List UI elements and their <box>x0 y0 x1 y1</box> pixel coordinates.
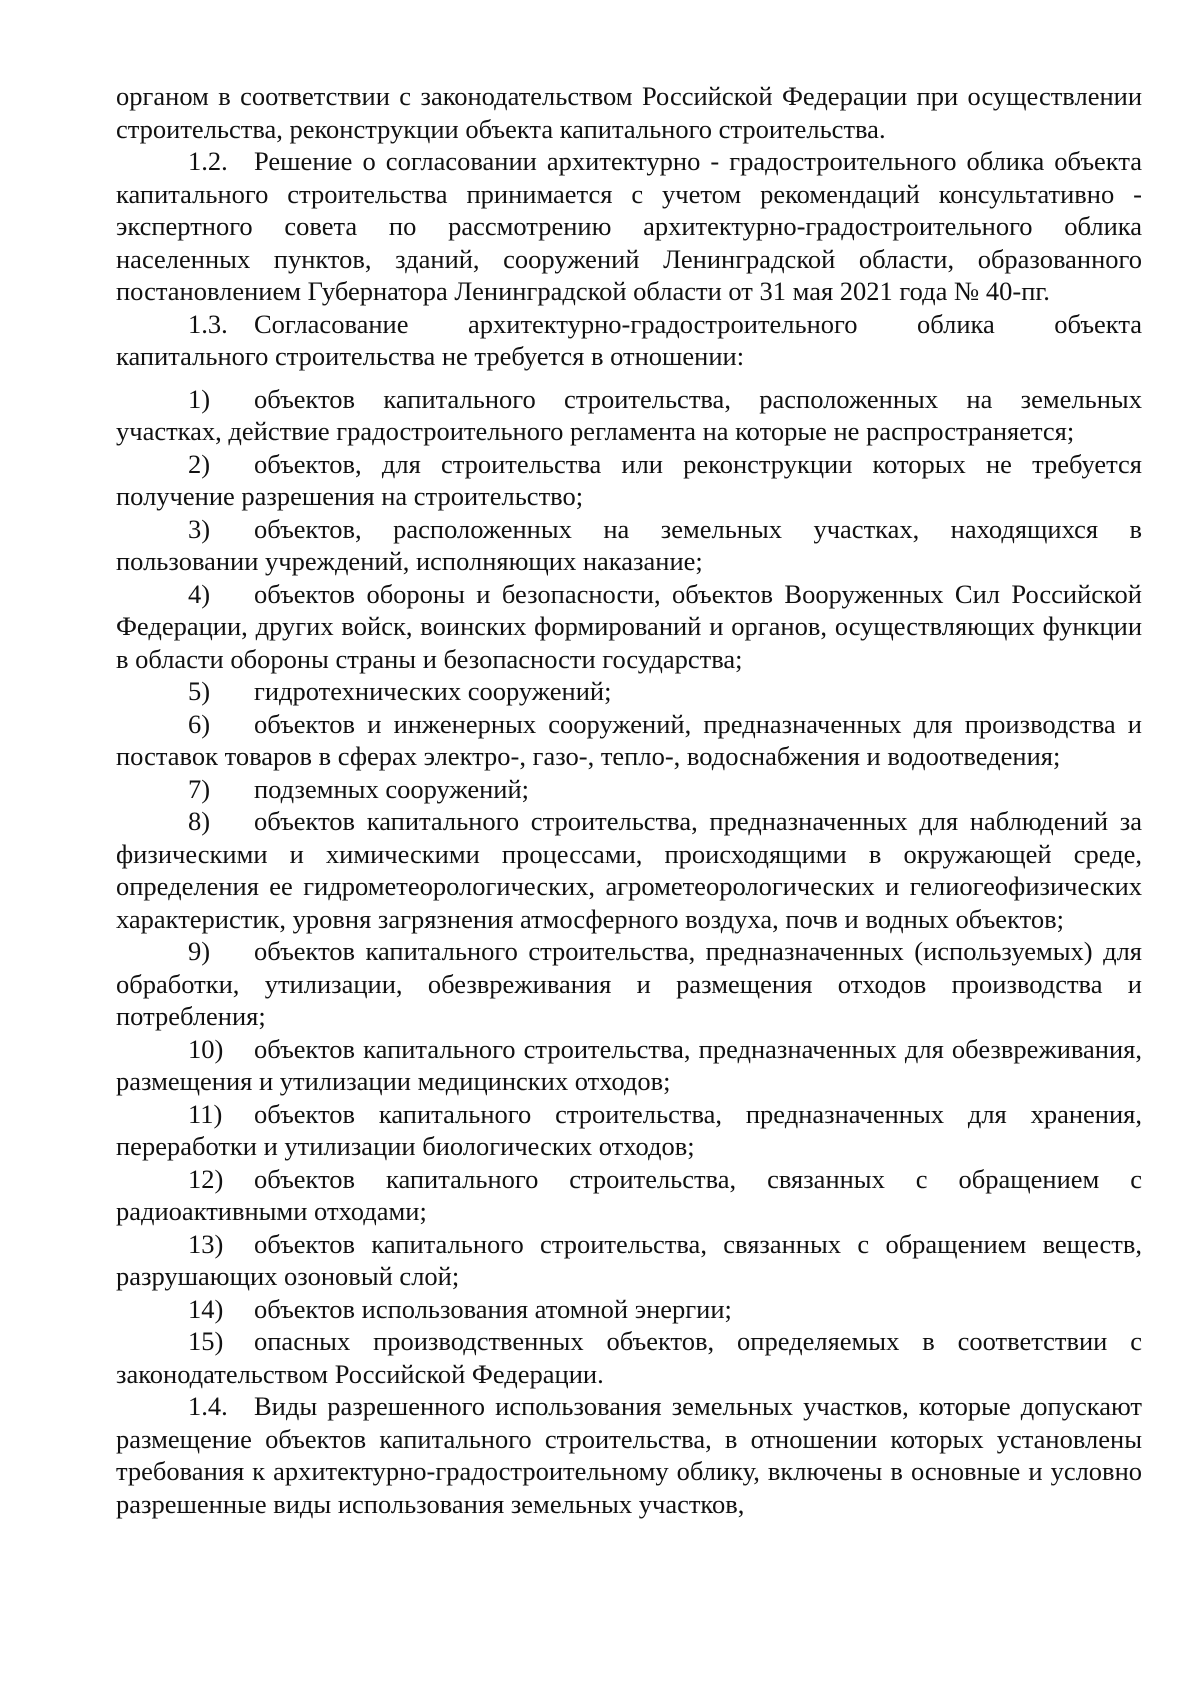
intro-paragraph: органом в соответствии с законодательством Российской Федерации при осуществлении строительства, реконструкции объекта капитального строительства. <box>116 81 1142 144</box>
list-item-5 <box>116 675 1142 708</box>
section-number: 1.4. <box>188 1391 228 1421</box>
list-item-text: объектов капитального строительства, связанных с обращением веществ, разрушающих озоновый слой; <box>116 1228 1142 1291</box>
list-item-number: 14) <box>188 1293 224 1324</box>
list-item-text: объектов капитального строительства, расположенных на земельных участках, действие градостроительного регламента на которые не распространяется; <box>116 383 1142 446</box>
list-item-text: объектов обороны и безопасности, объектов Вооруженных Сил Российской Федерации, других войск, воинских формирований и органов, осуществляющих функции в области обороны страны и безопасности государства; <box>116 578 1142 674</box>
list-item-number: 7) <box>188 773 211 804</box>
list-item-1 <box>116 383 1142 448</box>
list-item-text: гидротехнических сооружений; <box>254 676 612 706</box>
list-item-number: 15) <box>188 1326 224 1356</box>
list-item-number: 2) <box>188 448 211 479</box>
list-item-6 <box>116 708 1142 773</box>
list-item-text: объектов использования атомной энергии; <box>254 1293 732 1324</box>
list-item-3 <box>116 513 1142 578</box>
list-item-text: объектов и инженерных сооружений, предназначенных для производства и поставок товаров в сферах электро-, газо-, тепло-, водоснабжения и водоотведения; <box>116 708 1142 771</box>
list-item-number: 4) <box>188 578 211 609</box>
section-number: 1.3. <box>188 308 228 339</box>
list-item-text: объектов капитального строительства, предназначенных (используемых) для обработки, утилизации, обезвреживания и размещения отходов производства и потребления; <box>116 936 1142 1031</box>
section-1-4 <box>116 1390 1142 1520</box>
list-item-15 <box>116 1325 1142 1390</box>
list-item-number: 11) <box>188 1098 223 1129</box>
list-item-text: объектов капитального строительства, связанных с обращением с радиоактивными отходами; <box>116 1163 1142 1226</box>
list-item-11 <box>116 1098 1142 1163</box>
list-item-2 <box>116 448 1142 513</box>
list-item-text: объектов, для строительства или реконструкции которых не требуется получение разрешения на строительство; <box>116 448 1142 511</box>
list-item-number: 6) <box>188 708 211 739</box>
document-body <box>116 80 1142 1520</box>
list-item-text: объектов, расположенных на земельных участках, находящихся в пользовании учреждений, исполняющих наказание; <box>116 513 1142 576</box>
list-item-number: 12) <box>188 1163 224 1194</box>
section-1-3 <box>116 308 1142 373</box>
section-text: Виды разрешенного использования земельных участков, которые допускают размещение объектов капитального строительства, в отношении которых установлены требования к архитектурно-градостроительному облику, включены в основные и условно разрешенные виды использования земельных участков, <box>116 1391 1142 1519</box>
list-item-text: объектов капитального строительства, предназначенных для хранения, переработки и утилизации биологических отходов; <box>116 1098 1142 1161</box>
list-item-text: подземных сооружений; <box>254 773 530 804</box>
list-item-14 <box>116 1293 1142 1326</box>
section-number: 1.2. <box>188 146 228 176</box>
list-item-7 <box>116 773 1142 806</box>
list-item-4 <box>116 578 1142 676</box>
list-item-text: объектов капитального строительства, предназначенных для наблюдений за физическими и химическими процессами, происходящими в окружающей среде, определения ее гидрометеорологических, агрометеорологических и гелиогеофизических характеристик, уровня загрязнения атмосферного воздуха, почв и водных объектов; <box>116 806 1142 934</box>
list-item-number: 13) <box>188 1228 224 1259</box>
list-item-number: 1) <box>188 383 211 414</box>
list-item-number: 5) <box>188 676 211 706</box>
list-item-8 <box>116 805 1142 935</box>
list-item-number: 9) <box>188 936 211 966</box>
list-item-number: 10) <box>188 1033 224 1064</box>
list-item-13 <box>116 1228 1142 1293</box>
list-item-number: 8) <box>188 806 211 836</box>
list-item-12 <box>116 1163 1142 1228</box>
list-item-9 <box>116 935 1142 1033</box>
section-1-2 <box>116 145 1142 308</box>
section-text: Согласование архитектурно-градостроительного облика объекта капитального строительства не требуется в отношении: <box>116 308 1142 371</box>
list-item-number: 3) <box>188 513 211 544</box>
list-item-text: опасных производственных объектов, определяемых в соответствии с законодательством Российской Федерации. <box>116 1326 1142 1389</box>
section-text: Решение о согласовании архитектурно - градостроительного облика объекта капитального строительства принимается с учетом рекомендаций консультативно - экспертного совета по рассмотрению архитектурно-градостроительного облика населенных пунктов, зданий, сооружений Ленинградской области, образованного постановлением Губернатора Ленинградской области от 31 мая 2021 года № 40-пг. <box>116 146 1142 306</box>
list-item-text: объектов капитального строительства, предназначенных для обезвреживания, размещения и утилизации медицинских отходов; <box>116 1033 1142 1096</box>
list-item-10 <box>116 1033 1142 1098</box>
